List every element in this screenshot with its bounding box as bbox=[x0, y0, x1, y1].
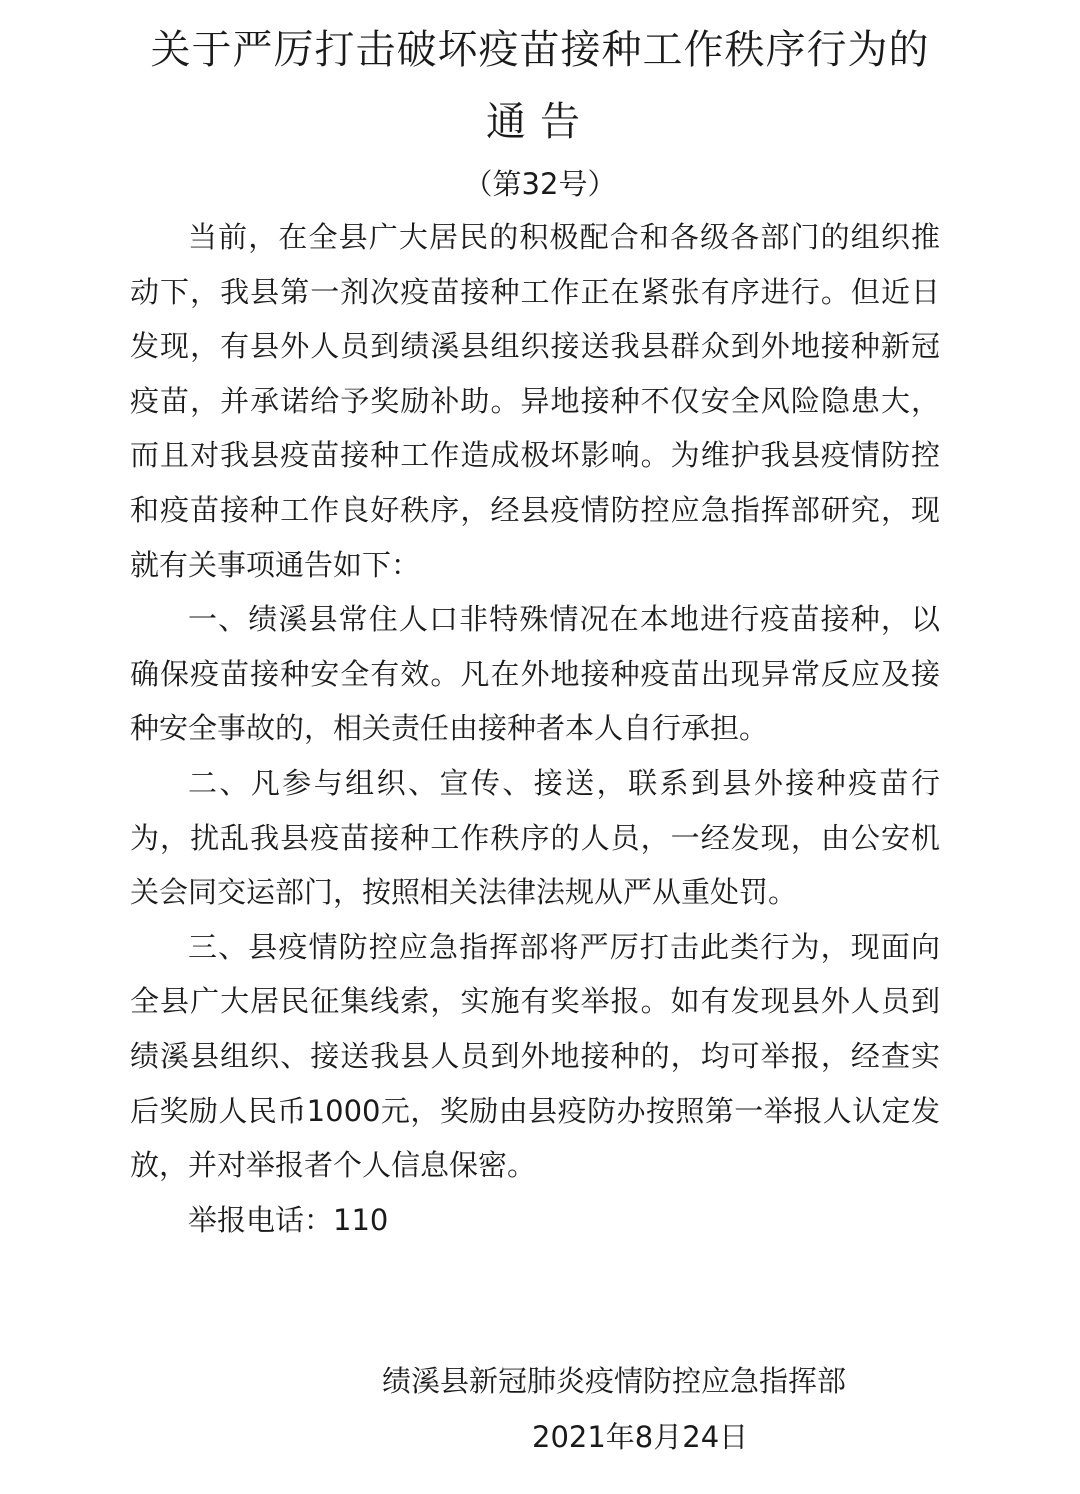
issue-date: 2021年8月24日 bbox=[532, 1420, 749, 1454]
notice-title-subtitle: 通告 bbox=[486, 99, 594, 145]
paragraph-item-3: 三、县疫情防控应急指挥部将严厉打击此类行为，现面向全县广大居民征集线索，实施有奖举报。如有发现县外人员到绩溪县组织、接送我县人员到外地接种的，均可举报，经查实后奖励人民币1000元，奖励由县疫防办按照第一举报人认定发放，并对举报者个人信息保密。 bbox=[130, 929, 940, 1183]
paragraph-item-2: 二、凡参与组织、宣传、接送，联系到县外接种疫苗行为，扰乱我县疫苗接种工作秩序的人员，一经发现，由公安机关会同交运部门，按照相关法律法规从严从重处罚。 bbox=[130, 765, 940, 910]
notice-title: 关于严厉打击破坏疫苗接种工作秩序行为的 bbox=[150, 27, 930, 73]
notice-body bbox=[130, 210, 940, 1247]
paragraph-item-1: 一、绩溪县常住人口非特殊情况在本地进行疫苗接种，以确保疫苗接种安全有效。凡在外地接种疫苗出现异常反应及接种安全事故的，相关责任由接种者本人自行承担。 bbox=[130, 602, 940, 746]
issuer-signature: 绩溪县新冠肺炎疫情防控应急指挥部 bbox=[382, 1364, 847, 1398]
paragraph-intro: 当前，在全县广大居民的积极配合和各级各部门的组织推动下，我县第一剂次疫苗接种工作正在紧张有序进行。但近日发现，有县外人员到绩溪县组织接送我县群众到外地接种新冠疫苗，并承诺给予奖励补助。异地接种不仅安全风险隐患大，而且对我县疫苗接种工作造成极坏影响。为维护我县疫情防控和疫苗接种工作良好秩序，经县疫情防控应急指挥部研究，现就有关事项通告如下： bbox=[130, 220, 940, 582]
report-phone: 举报电话：110 bbox=[188, 1202, 389, 1237]
document-number: （第32号） bbox=[463, 167, 617, 201]
